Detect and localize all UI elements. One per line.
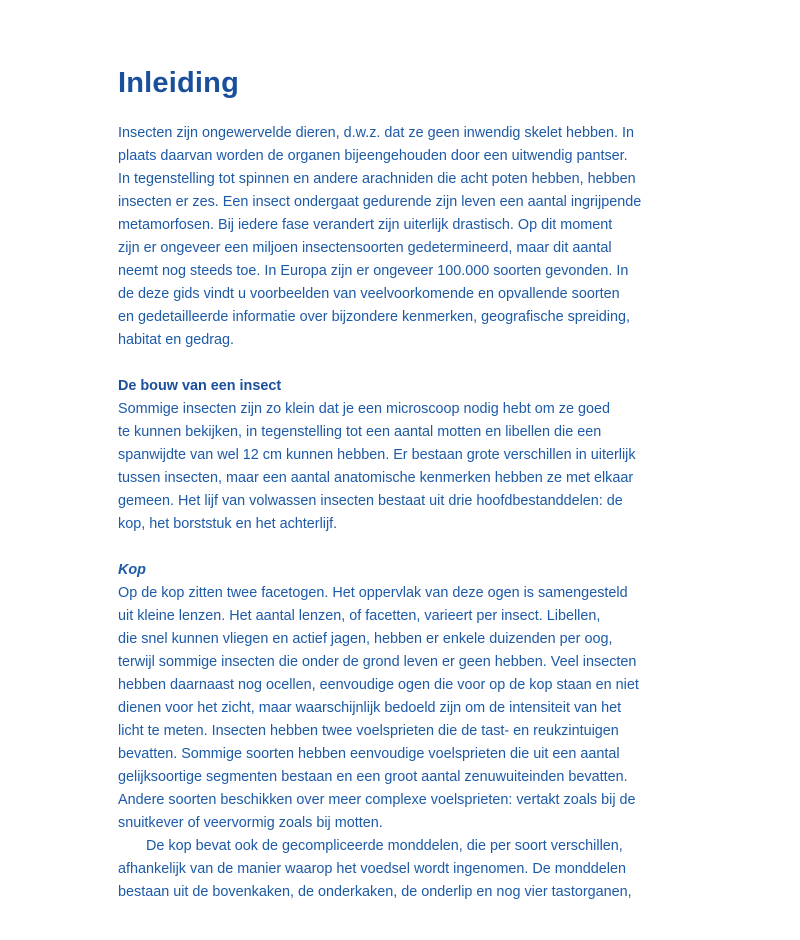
text-line: te kunnen bekijken, in tegenstelling tot een aantal motten en libellen die een (118, 424, 602, 440)
text-line: habitat en gedrag. (118, 332, 235, 348)
text-line: hebben daarnaast nog ocellen, eenvoudige ogen die voor op de kop staan en niet (118, 677, 639, 693)
page-title: Inleiding (118, 67, 240, 99)
text-line: de deze gids vindt u voorbeelden van veelvoorkomende en opvallende soorten (118, 286, 620, 302)
text-line: insecten er zes. Een insect ondergaat gedurende zijn leven een aantal ingrijpende (118, 194, 642, 210)
text-line: dienen voor het zicht, maar waarschijnlijk bedoeld zijn om de intensiteit van het (118, 700, 622, 716)
text-line: plaats daarvan worden de organen bijeengehouden door een uitwendig pantser. (118, 148, 628, 164)
text-line: en gedetailleerde informatie over bijzondere kenmerken, geografische spreiding, (118, 309, 630, 325)
text-line: terwijl sommige insecten die onder de grond leven er geen hebben. Veel insecten (118, 654, 637, 670)
text-line: uit kleine lenzen. Het aantal lenzen, of facetten, varieert per insect. Libellen, (118, 608, 601, 624)
section-kop-paragraph (118, 582, 678, 835)
text-line: Sommige insecten zijn zo klein dat je een microscoop nodig hebt om ze goed (118, 401, 610, 417)
section-heading-bouw: De bouw van een insect (118, 378, 282, 394)
text-line: tussen insecten, maar een aantal anatomische kenmerken hebben ze met elkaar (118, 470, 634, 486)
intro-paragraph (118, 122, 678, 352)
text-line: Op de kop zitten twee facetogen. Het oppervlak van deze ogen is samengesteld (118, 585, 628, 601)
text-line: metamorfosen. Bij iedere fase verandert zijn uiterlijk drastisch. Op dit moment (118, 217, 613, 233)
text-line: snuitkever of veervormig zoals bij motten. (118, 815, 383, 831)
text-line: bevatten. Sommige soorten hebben eenvoudige voelsprieten die uit een aantal (118, 746, 620, 762)
section-kop-paragraph-2 (118, 835, 678, 904)
section-bouw-paragraph (118, 398, 678, 536)
text-line: bestaan uit de bovenkaken, de onderkaken, de onderlip en nog vier tastorganen, (118, 884, 632, 900)
subsection-heading-kop: Kop (118, 562, 146, 578)
text-line: neemt nog steeds toe. In Europa zijn er ongeveer 100.000 soorten gevonden. In (118, 263, 629, 279)
document-page (118, 64, 678, 904)
text-line: kop, het borststuk en het achterlijf. (118, 516, 338, 532)
text-line: zijn er ongeveer een miljoen insectensoorten gedetermineerd, maar dit aantal (118, 240, 612, 256)
text-line: De kop bevat ook de gecompliceerde monddelen, die per soort verschillen, (146, 838, 623, 854)
text-line: In tegenstelling tot spinnen en andere arachniden die acht poten hebben, hebben (118, 171, 636, 187)
text-line: afhankelijk van de manier waarop het voedsel wordt ingenomen. De monddelen (118, 861, 626, 877)
text-line: die snel kunnen vliegen en actief jagen, hebben er enkele duizenden per oog, (118, 631, 613, 647)
text-line: spanwijdte van wel 12 cm kunnen hebben. Er bestaan grote verschillen in uiterlijk (118, 447, 636, 463)
text-line: licht te meten. Insecten hebben twee voelsprieten die de tast- en reukzintuigen (118, 723, 619, 739)
text-line: Andere soorten beschikken over meer complexe voelsprieten: vertakt zoals bij de (118, 792, 636, 808)
text-line: gelijksoortige segmenten bestaan en een groot aantal zenuwuiteinden bevatten. (118, 769, 628, 785)
text-line: Insecten zijn ongewervelde dieren, d.w.z. dat ze geen inwendig skelet hebben. In (118, 125, 635, 141)
text-line: gemeen. Het lijf van volwassen insecten bestaat uit drie hoofdbestanddelen: de (118, 493, 623, 509)
